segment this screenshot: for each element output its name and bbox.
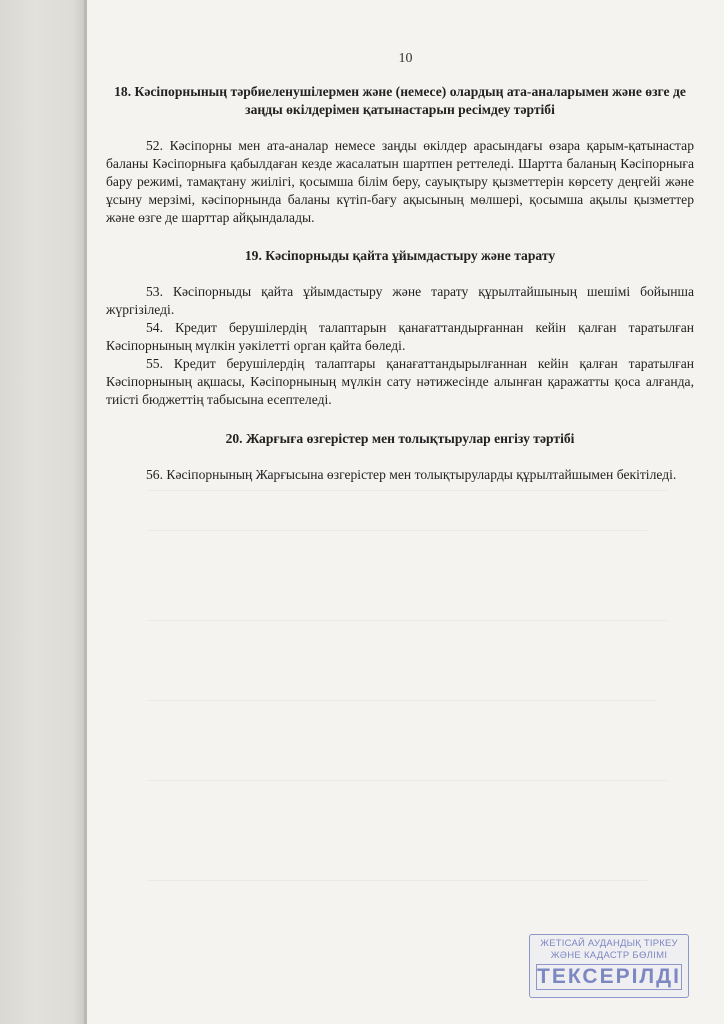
show-through-line (147, 780, 667, 781)
show-through-line (147, 880, 647, 881)
section-heading: 20. Жарғыға өзгерістер мен толықтырулар енгізу тәртібі (225, 431, 575, 446)
paragraph: 54. Кредит берушілердің талаптарын қанағаттандырғаннан кейін қалған таратылған Кәсіпорнының мүлкін уәкілетті орган қайта бөледі. (106, 320, 694, 353)
registration-stamp (529, 934, 689, 998)
paragraph: 52. Кәсіпорны мен ата-аналар немесе заңды өкілдер арасындағы өзара қарым-қатынастар баланы Кәсіпорнығa қабылдаған кезде жасалатын шартпен реттеледі. Шартта баланың Кәсіпорнығa бару режимі, тамақтану жиілігі, қосымша білім беру, сауықтыру қызметтерін көрсету деңгейі және ұсыну мерзімі, кәсіпорнында баланы күтіп-бағу ақысының мөлшері, қосымша ақылы қызметтер және өзге де шарттар айқындалады. (106, 138, 694, 225)
paragraph: 56. Кәсіпорнының Жарғысына өзгерістер мен толықтыруларды құрылтайшымен бекітіледі. (146, 467, 677, 482)
stamp-text-line: ЖӘНЕ КАДАСТР БӨЛІМІ (550, 950, 668, 961)
section-20 (106, 430, 694, 484)
previous-page-edge (0, 0, 86, 1024)
document-body (106, 83, 694, 484)
stamp-text-line: ЖЕТІСАЙ АУДАНДЫҚ ТІРКЕУ (540, 938, 678, 949)
section-18 (106, 83, 694, 227)
section-19 (106, 247, 694, 409)
page-number: 10 (398, 51, 413, 66)
document-page (87, 0, 724, 1024)
show-through-line (147, 700, 657, 701)
stamp-verified-text: ТЕКСЕРІЛДІ (537, 965, 681, 988)
section-heading: 18. Кәсіпорнының тәрбиеленушілермен және (немесе) олардың ата-аналарымен және өзге де заңды өкілдерімен қатынастарын ресімдеу тәртібі (114, 84, 686, 117)
paragraph: 55. Кредит берушілердің талаптары қанағаттандырылғаннан кейін қалған таратылған Кәсіпорнының ақшасы, Кәсіпорнының мүлкін сату нәтижесінде алынған қаражатты қоса алғанда, тиісті бюджеттің табысына есептеледі. (106, 356, 694, 407)
show-through-line (147, 490, 667, 491)
show-through-line (147, 530, 647, 531)
section-heading: 19. Кәсіпорныды қайта ұйымдастыру және тарату (244, 248, 556, 263)
paragraph: 53. Кәсіпорныды қайта ұйымдастыру және тарату құрылтайшының шешімі бойынша жүргізіледі. (106, 284, 694, 317)
show-through-line (147, 620, 667, 621)
